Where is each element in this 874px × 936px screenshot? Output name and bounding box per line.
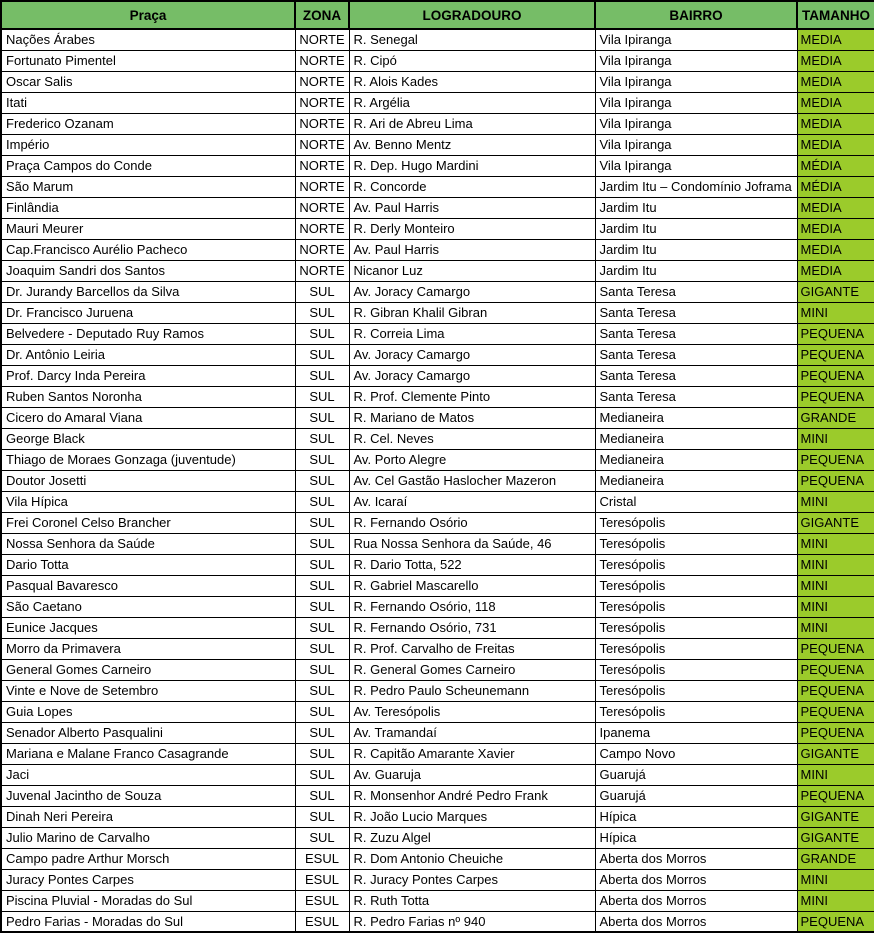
cell-zona[interactable]: NORTE [295, 197, 349, 218]
cell-tamanho[interactable]: MEDIA [797, 71, 874, 92]
column-header-zona[interactable]: ZONA [295, 1, 349, 29]
cell-logradouro[interactable]: R. Prof. Clemente Pinto [349, 386, 595, 407]
cell-bairro[interactable]: Santa Teresa [595, 323, 797, 344]
cell-tamanho[interactable]: MINI [797, 491, 874, 512]
cell-praca[interactable]: Thiago de Moraes Gonzaga (juventude) [1, 449, 295, 470]
cell-tamanho[interactable]: PEQUENA [797, 449, 874, 470]
cell-logradouro[interactable]: Av. Joracy Camargo [349, 365, 595, 386]
cell-zona[interactable]: SUL [295, 827, 349, 848]
table-row [1, 155, 874, 176]
cell-bairro[interactable]: Teresópolis [595, 596, 797, 617]
cell-praca[interactable]: Dr. Francisco Juruena [1, 302, 295, 323]
cell-zona[interactable]: SUL [295, 785, 349, 806]
cell-zona[interactable]: NORTE [295, 50, 349, 71]
cell-praca[interactable]: Finlândia [1, 197, 295, 218]
cell-zona[interactable]: SUL [295, 638, 349, 659]
cell-bairro[interactable]: Teresópolis [595, 533, 797, 554]
cell-praca[interactable]: Joaquim Sandri dos Santos [1, 260, 295, 281]
cell-bairro[interactable]: Teresópolis [595, 680, 797, 701]
cell-tamanho[interactable]: PEQUENA [797, 365, 874, 386]
cell-tamanho[interactable]: MEDIA [797, 134, 874, 155]
cell-tamanho[interactable]: GRANDE [797, 407, 874, 428]
cell-bairro[interactable]: Teresópolis [595, 617, 797, 638]
cell-logradouro[interactable]: R. Gibran Khalil Gibran [349, 302, 595, 323]
cell-logradouro[interactable]: R. Ari de Abreu Lima [349, 113, 595, 134]
cell-tamanho[interactable]: PEQUENA [797, 680, 874, 701]
cell-zona[interactable]: NORTE [295, 155, 349, 176]
table-row [1, 386, 874, 407]
cell-zona[interactable]: NORTE [295, 239, 349, 260]
cell-logradouro[interactable]: R. Capitão Amarante Xavier [349, 743, 595, 764]
cell-praca[interactable]: Dr. Antônio Leiria [1, 344, 295, 365]
cell-bairro[interactable]: Aberta dos Morros [595, 890, 797, 911]
table-row [1, 491, 874, 512]
cell-zona[interactable]: SUL [295, 680, 349, 701]
cell-tamanho[interactable]: MINI [797, 554, 874, 575]
table-row [1, 50, 874, 71]
cell-bairro[interactable]: Vila Ipiranga [595, 50, 797, 71]
cell-praca[interactable]: Frederico Ozanam [1, 113, 295, 134]
cell-praca[interactable]: General Gomes Carneiro [1, 659, 295, 680]
cell-zona[interactable]: SUL [295, 512, 349, 533]
cell-logradouro[interactable]: Rua Nossa Senhora da Saúde, 46 [349, 533, 595, 554]
table-row [1, 743, 874, 764]
cell-tamanho[interactable]: GRANDE [797, 848, 874, 869]
table-row [1, 596, 874, 617]
cell-zona[interactable]: ESUL [295, 890, 349, 911]
cell-tamanho[interactable]: MEDIA [797, 113, 874, 134]
cell-zona[interactable]: SUL [295, 428, 349, 449]
cell-zona[interactable]: NORTE [295, 176, 349, 197]
cell-praca[interactable]: Oscar Salis [1, 71, 295, 92]
cell-zona[interactable]: SUL [295, 722, 349, 743]
cell-logradouro[interactable]: R. Ruth Totta [349, 890, 595, 911]
cell-zona[interactable]: NORTE [295, 92, 349, 113]
cell-tamanho[interactable]: MEDIA [797, 92, 874, 113]
table-row [1, 638, 874, 659]
cell-tamanho[interactable]: PEQUENA [797, 344, 874, 365]
cell-zona[interactable]: SUL [295, 575, 349, 596]
cell-zona[interactable]: NORTE [295, 134, 349, 155]
table-row [1, 176, 874, 197]
cell-bairro[interactable]: Jardim Itu – Condomínio Joframa [595, 176, 797, 197]
table-row [1, 512, 874, 533]
cell-praca[interactable]: Nações Árabes [1, 29, 295, 50]
cell-bairro[interactable]: Jardim Itu [595, 218, 797, 239]
table-row [1, 701, 874, 722]
cell-zona[interactable]: SUL [295, 302, 349, 323]
table-row [1, 344, 874, 365]
cell-praca[interactable]: Nossa Senhora da Saúde [1, 533, 295, 554]
table-row [1, 785, 874, 806]
cell-tamanho[interactable]: MINI [797, 764, 874, 785]
column-header-bairro[interactable]: BAIRRO [595, 1, 797, 29]
cell-logradouro[interactable]: R. Monsenhor André Pedro Frank [349, 785, 595, 806]
table-row [1, 470, 874, 491]
cell-logradouro[interactable]: Av. Benno Mentz [349, 134, 595, 155]
cell-tamanho[interactable]: MINI [797, 428, 874, 449]
table-row [1, 113, 874, 134]
table-row [1, 428, 874, 449]
cell-tamanho[interactable]: MÉDIA [797, 176, 874, 197]
table-row [1, 365, 874, 386]
cell-tamanho[interactable]: PEQUENA [797, 911, 874, 932]
table-row [1, 239, 874, 260]
cell-zona[interactable]: ESUL [295, 848, 349, 869]
cell-praca[interactable]: Pasqual Bavaresco [1, 575, 295, 596]
table-row [1, 29, 874, 50]
column-header-praca[interactable]: Praça [1, 1, 295, 29]
table-row [1, 218, 874, 239]
table-row [1, 617, 874, 638]
table-row [1, 554, 874, 575]
cell-bairro[interactable]: Campo Novo [595, 743, 797, 764]
cell-zona[interactable]: NORTE [295, 113, 349, 134]
table-row [1, 764, 874, 785]
cell-praca[interactable]: Praça Campos do Conde [1, 155, 295, 176]
cell-bairro[interactable]: Ipanema [595, 722, 797, 743]
cell-logradouro[interactable]: R. Senegal [349, 29, 595, 50]
cell-zona[interactable]: NORTE [295, 71, 349, 92]
table-row [1, 575, 874, 596]
cell-zona[interactable]: SUL [295, 470, 349, 491]
table-row [1, 911, 874, 932]
cell-logradouro[interactable]: R. Derly Monteiro [349, 218, 595, 239]
cell-tamanho[interactable]: MINI [797, 575, 874, 596]
cell-logradouro[interactable]: Av. Joracy Camargo [349, 344, 595, 365]
cell-bairro[interactable]: Vila Ipiranga [595, 29, 797, 50]
cell-logradouro[interactable]: R. Juracy Pontes Carpes [349, 869, 595, 890]
cell-logradouro[interactable]: Av. Cel Gastão Haslocher Mazeron [349, 470, 595, 491]
cell-zona[interactable]: SUL [295, 764, 349, 785]
table-row [1, 323, 874, 344]
cell-bairro[interactable]: Aberta dos Morros [595, 911, 797, 932]
cell-logradouro[interactable]: R. Dep. Hugo Mardini [349, 155, 595, 176]
table-row [1, 869, 874, 890]
table-row [1, 134, 874, 155]
cell-logradouro[interactable]: Nicanor Luz [349, 260, 595, 281]
cell-praca[interactable]: Vila Hípica [1, 491, 295, 512]
cell-logradouro[interactable]: R. Concorde [349, 176, 595, 197]
cell-zona[interactable]: SUL [295, 533, 349, 554]
table-row [1, 659, 874, 680]
table-row [1, 890, 874, 911]
cell-zona[interactable]: SUL [295, 386, 349, 407]
cell-praca[interactable]: Campo padre Arthur Morsch [1, 848, 295, 869]
header-row [1, 1, 874, 29]
cell-logradouro[interactable]: Av. Icaraí [349, 491, 595, 512]
cell-tamanho[interactable]: MEDIA [797, 50, 874, 71]
cell-praca[interactable]: George Black [1, 428, 295, 449]
cell-zona[interactable]: NORTE [295, 260, 349, 281]
cell-bairro[interactable]: Teresópolis [595, 554, 797, 575]
cell-zona[interactable]: SUL [295, 596, 349, 617]
cell-tamanho[interactable]: GIGANTE [797, 281, 874, 302]
cell-praca[interactable]: Pedro Farias - Moradas do Sul [1, 911, 295, 932]
cell-praca[interactable]: Cap.Francisco Aurélio Pacheco [1, 239, 295, 260]
cell-tamanho[interactable]: GIGANTE [797, 827, 874, 848]
cell-praca[interactable]: Juracy Pontes Carpes [1, 869, 295, 890]
table-body [1, 29, 874, 932]
cell-tamanho[interactable]: PEQUENA [797, 722, 874, 743]
cell-tamanho[interactable]: MEDIA [797, 29, 874, 50]
cell-logradouro[interactable]: R. Dom Antonio Cheuiche [349, 848, 595, 869]
cell-tamanho[interactable]: MEDIA [797, 218, 874, 239]
cell-praca[interactable]: Dr. Jurandy Barcellos da Silva [1, 281, 295, 302]
cell-zona[interactable]: SUL [295, 323, 349, 344]
cell-bairro[interactable]: Cristal [595, 491, 797, 512]
cell-tamanho[interactable]: MINI [797, 596, 874, 617]
cell-praca[interactable]: Juvenal Jacintho de Souza [1, 785, 295, 806]
cell-praca[interactable]: Vinte e Nove de Setembro [1, 680, 295, 701]
cell-tamanho[interactable]: MEDIA [797, 197, 874, 218]
cell-praca[interactable]: Dario Totta [1, 554, 295, 575]
cell-zona[interactable]: SUL [295, 701, 349, 722]
cell-bairro[interactable]: Teresópolis [595, 701, 797, 722]
table-row [1, 260, 874, 281]
cell-tamanho[interactable]: MÉDIA [797, 155, 874, 176]
cell-praca[interactable]: Frei Coronel Celso Brancher [1, 512, 295, 533]
cell-bairro[interactable]: Jardim Itu [595, 260, 797, 281]
cell-zona[interactable]: SUL [295, 743, 349, 764]
cell-bairro[interactable]: Santa Teresa [595, 302, 797, 323]
cell-tamanho[interactable]: PEQUENA [797, 638, 874, 659]
cell-bairro[interactable]: Teresópolis [595, 638, 797, 659]
cell-logradouro[interactable]: R. Fernando Osório, 731 [349, 617, 595, 638]
cell-praca[interactable]: Prof. Darcy Inda Pereira [1, 365, 295, 386]
cell-logradouro[interactable]: R. Mariano de Matos [349, 407, 595, 428]
cell-logradouro[interactable]: Av. Paul Harris [349, 239, 595, 260]
cell-logradouro[interactable]: Av. Joracy Camargo [349, 281, 595, 302]
cell-zona[interactable]: NORTE [295, 218, 349, 239]
cell-zona[interactable]: SUL [295, 491, 349, 512]
cell-bairro[interactable]: Medianeira [595, 428, 797, 449]
cell-tamanho[interactable]: MINI [797, 869, 874, 890]
cell-bairro[interactable]: Jardim Itu [595, 239, 797, 260]
cell-logradouro[interactable]: R. Zuzu Algel [349, 827, 595, 848]
cell-bairro[interactable]: Medianeira [595, 407, 797, 428]
cell-tamanho[interactable]: PEQUENA [797, 701, 874, 722]
cell-praca[interactable]: Império [1, 134, 295, 155]
cell-tamanho[interactable]: PEQUENA [797, 386, 874, 407]
cell-bairro[interactable]: Vila Ipiranga [595, 92, 797, 113]
cell-bairro[interactable]: Teresópolis [595, 512, 797, 533]
cell-logradouro[interactable]: R. Cel. Neves [349, 428, 595, 449]
table-row [1, 827, 874, 848]
table-row [1, 302, 874, 323]
cell-tamanho[interactable]: MINI [797, 533, 874, 554]
cell-tamanho[interactable]: MINI [797, 890, 874, 911]
cell-bairro[interactable]: Vila Ipiranga [595, 113, 797, 134]
cell-logradouro[interactable]: Av. Tramandaí [349, 722, 595, 743]
cell-logradouro[interactable]: R. Pedro Paulo Scheunemann [349, 680, 595, 701]
cell-tamanho[interactable]: GIGANTE [797, 512, 874, 533]
cell-tamanho[interactable]: MEDIA [797, 239, 874, 260]
table-row [1, 806, 874, 827]
table-row [1, 197, 874, 218]
cell-zona[interactable]: SUL [295, 659, 349, 680]
cell-logradouro[interactable]: R. Prof. Carvalho de Freitas [349, 638, 595, 659]
cell-bairro[interactable]: Aberta dos Morros [595, 869, 797, 890]
cell-tamanho[interactable]: PEQUENA [797, 785, 874, 806]
table-row [1, 533, 874, 554]
cell-logradouro[interactable]: R. Alois Kades [349, 71, 595, 92]
cell-praca[interactable]: São Marum [1, 176, 295, 197]
cell-zona[interactable]: SUL [295, 281, 349, 302]
cell-praca[interactable]: Mauri Meurer [1, 218, 295, 239]
column-header-logradouro[interactable]: LOGRADOURO [349, 1, 595, 29]
table-header [1, 1, 874, 29]
cell-praca[interactable]: Guia Lopes [1, 701, 295, 722]
cell-bairro[interactable]: Hípica [595, 827, 797, 848]
cell-logradouro[interactable]: Av. Paul Harris [349, 197, 595, 218]
cell-tamanho[interactable]: PEQUENA [797, 323, 874, 344]
cell-bairro[interactable]: Jardim Itu [595, 197, 797, 218]
cell-logradouro[interactable]: R. João Lucio Marques [349, 806, 595, 827]
cell-bairro[interactable]: Guarujá [595, 785, 797, 806]
cell-logradouro[interactable]: R. Gabriel Mascarello [349, 575, 595, 596]
cell-logradouro[interactable]: R. Dario Totta, 522 [349, 554, 595, 575]
cell-logradouro[interactable]: Av. Porto Alegre [349, 449, 595, 470]
cell-zona[interactable]: NORTE [295, 29, 349, 50]
cell-praca[interactable]: Morro da Primavera [1, 638, 295, 659]
cell-logradouro[interactable]: R. Fernando Osório, 118 [349, 596, 595, 617]
table-row [1, 848, 874, 869]
cell-praca[interactable]: Belvedere - Deputado Ruy Ramos [1, 323, 295, 344]
cell-tamanho[interactable]: PEQUENA [797, 470, 874, 491]
table-row [1, 407, 874, 428]
cell-praca[interactable]: Eunice Jacques [1, 617, 295, 638]
cell-logradouro[interactable]: R. Argélia [349, 92, 595, 113]
cell-praca[interactable]: Cicero do Amaral Viana [1, 407, 295, 428]
cell-praca[interactable]: Senador Alberto Pasqualini [1, 722, 295, 743]
cell-bairro[interactable]: Medianeira [595, 449, 797, 470]
cell-praca[interactable]: Piscina Pluvial - Moradas do Sul [1, 890, 295, 911]
table-row [1, 92, 874, 113]
cell-tamanho[interactable]: MEDIA [797, 260, 874, 281]
cell-praca[interactable]: Jaci [1, 764, 295, 785]
cell-bairro[interactable]: Teresópolis [595, 659, 797, 680]
cell-praca[interactable]: Doutor Josetti [1, 470, 295, 491]
cell-bairro[interactable]: Hípica [595, 806, 797, 827]
cell-logradouro[interactable]: R. Cipó [349, 50, 595, 71]
cell-tamanho[interactable]: MINI [797, 617, 874, 638]
cell-bairro[interactable]: Santa Teresa [595, 365, 797, 386]
cell-tamanho[interactable]: PEQUENA [797, 659, 874, 680]
cell-bairro[interactable]: Aberta dos Morros [595, 848, 797, 869]
cell-bairro[interactable]: Vila Ipiranga [595, 134, 797, 155]
table-row [1, 71, 874, 92]
cell-tamanho[interactable]: GIGANTE [797, 743, 874, 764]
table-row [1, 281, 874, 302]
cell-logradouro[interactable]: Av. Teresópolis [349, 701, 595, 722]
cell-bairro[interactable]: Santa Teresa [595, 281, 797, 302]
cell-logradouro[interactable]: R. Fernando Osório [349, 512, 595, 533]
cell-zona[interactable]: SUL [295, 344, 349, 365]
cell-bairro[interactable]: Santa Teresa [595, 386, 797, 407]
cell-bairro[interactable]: Guarujá [595, 764, 797, 785]
cell-zona[interactable]: ESUL [295, 869, 349, 890]
cell-zona[interactable]: ESUL [295, 911, 349, 932]
cell-praca[interactable]: Mariana e Malane Franco Casagrande [1, 743, 295, 764]
cell-zona[interactable]: SUL [295, 617, 349, 638]
cell-praca[interactable]: Ruben Santos Noronha [1, 386, 295, 407]
cell-praca[interactable]: Julio Marino de Carvalho [1, 827, 295, 848]
cell-bairro[interactable]: Teresópolis [595, 575, 797, 596]
cell-praca[interactable]: São Caetano [1, 596, 295, 617]
cell-bairro[interactable]: Santa Teresa [595, 344, 797, 365]
cell-zona[interactable]: SUL [295, 806, 349, 827]
cell-bairro[interactable]: Medianeira [595, 470, 797, 491]
cell-logradouro[interactable]: R. General Gomes Carneiro [349, 659, 595, 680]
cell-zona[interactable]: SUL [295, 449, 349, 470]
cell-praca[interactable]: Dinah Neri Pereira [1, 806, 295, 827]
column-header-tamanho[interactable]: TAMANHO [797, 1, 874, 29]
cell-praca[interactable]: Fortunato Pimentel [1, 50, 295, 71]
cell-tamanho[interactable]: MINI [797, 302, 874, 323]
cell-logradouro[interactable]: R. Correia Lima [349, 323, 595, 344]
cell-bairro[interactable]: Vila Ipiranga [595, 71, 797, 92]
cell-zona[interactable]: SUL [295, 365, 349, 386]
cell-tamanho[interactable]: GIGANTE [797, 806, 874, 827]
cell-zona[interactable]: SUL [295, 407, 349, 428]
cell-bairro[interactable]: Vila Ipiranga [595, 155, 797, 176]
cell-zona[interactable]: SUL [295, 554, 349, 575]
table-row [1, 722, 874, 743]
cell-logradouro[interactable]: Av. Guaruja [349, 764, 595, 785]
table-row [1, 680, 874, 701]
cell-praca[interactable]: Itati [1, 92, 295, 113]
table-row [1, 449, 874, 470]
cell-logradouro[interactable]: R. Pedro Farias nº 940 [349, 911, 595, 932]
